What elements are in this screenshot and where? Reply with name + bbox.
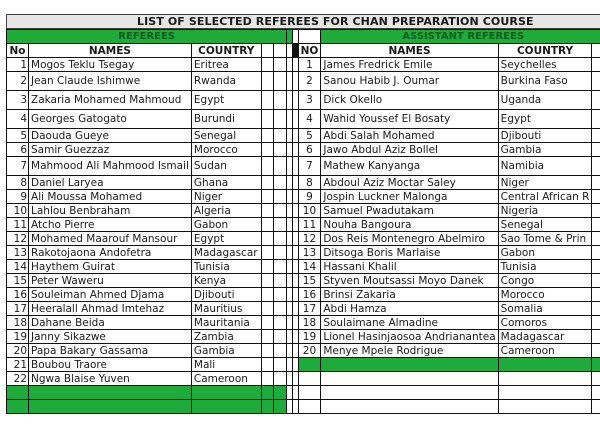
empty-cell	[321, 372, 498, 386]
referee-country: Eritrea	[191, 58, 261, 72]
section-header-row	[7, 30, 600, 44]
empty-cell	[261, 330, 274, 344]
ar-country: Somalia	[498, 302, 592, 316]
header-country: COUNTRY	[191, 44, 261, 58]
green-footer-cell	[191, 386, 261, 400]
table-row	[7, 288, 600, 302]
ar-name: Nouha Bangoura	[321, 218, 498, 232]
referee-country: Egypt	[191, 91, 261, 110]
ar-name: James Fredrick Emile	[321, 58, 498, 72]
referee-country: Burundi	[191, 110, 261, 129]
empty-cell	[592, 316, 600, 330]
table-row	[7, 232, 600, 246]
referee-name: Peter Waweru	[29, 274, 192, 288]
ar-name: Abdoul Aziz Moctar Saley	[321, 176, 498, 190]
empty-cell	[274, 358, 287, 372]
referees-section-label: REFEREES	[7, 30, 287, 44]
referee-country: Sudan	[191, 157, 261, 176]
empty-cell	[274, 110, 287, 129]
ar-country: Tunisia	[498, 260, 592, 274]
referee-country: Tunisia	[191, 260, 261, 274]
empty-cell	[321, 400, 498, 414]
referee-no: 2	[7, 72, 29, 91]
ar-country: Morocco	[498, 288, 592, 302]
empty-cell	[274, 157, 287, 176]
ar-no: 7	[298, 157, 321, 176]
green-footer-cell	[7, 386, 29, 400]
empty-cell	[592, 288, 600, 302]
referee-no: 22	[7, 372, 29, 386]
empty-cell	[592, 344, 600, 358]
spacer-cell	[298, 30, 321, 44]
column-header-row	[7, 44, 600, 58]
table-row	[7, 190, 600, 204]
table-row	[7, 274, 600, 288]
table-row	[7, 129, 600, 143]
table-row	[7, 246, 600, 260]
green-footer-cell	[298, 358, 321, 372]
referee-country: Mauritius	[191, 302, 261, 316]
empty-cell	[261, 232, 274, 246]
empty-cell	[274, 274, 287, 288]
green-footer-cell	[29, 400, 192, 414]
empty-cell	[592, 143, 600, 157]
ar-no: 10	[298, 204, 321, 218]
referee-country: Egypt	[191, 232, 261, 246]
green-footer-cell	[191, 400, 261, 414]
ar-no: 8	[298, 176, 321, 190]
referee-name: Boubou Traore	[29, 358, 192, 372]
empty-cell	[274, 218, 287, 232]
table-row	[7, 344, 600, 358]
empty-cell	[592, 72, 600, 91]
ar-no: 6	[298, 143, 321, 157]
referee-no: 8	[7, 176, 29, 190]
referee-name: Atcho Pierre	[29, 218, 192, 232]
empty-cell	[274, 58, 287, 72]
empty-cell	[592, 372, 600, 386]
empty-cell	[298, 386, 321, 400]
empty-cell	[498, 372, 592, 386]
ar-no: 16	[298, 288, 321, 302]
green-footer-cell	[274, 400, 287, 414]
table-row	[7, 143, 600, 157]
empty-cell	[498, 386, 592, 400]
table-row	[7, 358, 600, 372]
empty-cell	[274, 204, 287, 218]
empty-cell	[592, 58, 600, 72]
ar-no: 11	[298, 218, 321, 232]
referee-no: 3	[7, 91, 29, 110]
referee-no: 13	[7, 246, 29, 260]
empty-cell	[274, 44, 287, 58]
empty-cell	[592, 218, 600, 232]
empty-cell	[261, 44, 274, 58]
ar-name: Brinsi Zakaria	[321, 288, 498, 302]
referee-no: 12	[7, 232, 29, 246]
referee-name: Ngwa Blaise Yuven	[29, 372, 192, 386]
referee-country: Rwanda	[191, 72, 261, 91]
ar-country: Central African R	[498, 190, 592, 204]
ar-no: 3	[298, 91, 321, 110]
empty-cell	[274, 190, 287, 204]
referee-name: Lahlou Benbraham	[29, 204, 192, 218]
ar-no: 17	[298, 302, 321, 316]
ar-country: Cameroon	[498, 344, 592, 358]
green-footer-cell	[261, 386, 274, 400]
ar-no: 9	[298, 190, 321, 204]
empty-cell	[592, 44, 600, 58]
referee-name: Georges Gatogato	[29, 110, 192, 129]
referee-country: Niger	[191, 190, 261, 204]
referee-country: Djibouti	[191, 288, 261, 302]
referee-no: 20	[7, 344, 29, 358]
referee-name: Dahane Beida	[29, 316, 192, 330]
empty-cell	[274, 372, 287, 386]
empty-cell	[592, 386, 600, 400]
ar-country: Burkina Faso	[498, 72, 592, 91]
empty-cell	[592, 274, 600, 288]
referee-country: Mauritania	[191, 316, 261, 330]
ar-country: Senegal	[498, 218, 592, 232]
referee-name: Mohamed Maarouf Mansour	[29, 232, 192, 246]
referee-country: Gabon	[191, 218, 261, 232]
table-row	[7, 386, 600, 400]
page-title: LIST OF SELECTED REFEREES FOR CHAN PREPARATION COURSE	[137, 15, 534, 28]
empty-cell	[592, 232, 600, 246]
empty-cell	[592, 110, 600, 129]
ar-country: Comoros	[498, 316, 592, 330]
ar-country: Namibia	[498, 157, 592, 176]
referee-name: Jean Claude Ishimwe	[29, 72, 192, 91]
empty-cell	[261, 110, 274, 129]
ar-name: Samuel Pwadutakam	[321, 204, 498, 218]
ar-country: Nigeria	[498, 204, 592, 218]
referee-name: Zakaria Mohamed Mahmoud	[29, 91, 192, 110]
referee-name: Samir Guezzaz	[29, 143, 192, 157]
referee-no: 6	[7, 143, 29, 157]
ar-country: Madagascar	[498, 330, 592, 344]
empty-cell	[498, 400, 592, 414]
empty-cell	[261, 372, 274, 386]
empty-cell	[592, 204, 600, 218]
referee-country: Morocco	[191, 143, 261, 157]
referee-no: 14	[7, 260, 29, 274]
ar-country: Gambia	[498, 143, 592, 157]
table-row	[7, 110, 600, 129]
referee-country: Ghana	[191, 176, 261, 190]
referee-name: Ali Moussa Mohamed	[29, 190, 192, 204]
green-footer-cell	[498, 358, 592, 372]
ar-no: 4	[298, 110, 321, 129]
referee-name: Heeralall Ahmad Imtehaz	[29, 302, 192, 316]
referee-country: Cameroon	[191, 372, 261, 386]
ar-name: Jawo Abdul Aziz Bollel	[321, 143, 498, 157]
referee-name: Haythem Guirat	[29, 260, 192, 274]
empty-cell	[592, 330, 600, 344]
referee-no: 9	[7, 190, 29, 204]
table-row	[7, 176, 600, 190]
ar-no: 12	[298, 232, 321, 246]
empty-cell	[274, 232, 287, 246]
empty-cell	[592, 302, 600, 316]
empty-cell	[261, 143, 274, 157]
empty-cell	[261, 91, 274, 110]
ar-name: Wahid Youssef El Bosaty	[321, 110, 498, 129]
referee-no: 1	[7, 58, 29, 72]
ar-country: Egypt	[498, 110, 592, 129]
empty-cell	[592, 190, 600, 204]
empty-cell	[592, 246, 600, 260]
table-row	[7, 372, 600, 386]
empty-cell	[592, 400, 600, 414]
empty-cell	[261, 260, 274, 274]
table-row	[7, 330, 600, 344]
referee-country: Gambia	[191, 344, 261, 358]
empty-cell	[261, 246, 274, 260]
table-row	[7, 58, 600, 72]
ar-name: Sanou Habib J. Oumar	[321, 72, 498, 91]
ar-no: 1	[298, 58, 321, 72]
referee-country: Kenya	[191, 274, 261, 288]
referee-country: Zambia	[191, 330, 261, 344]
ar-no: 5	[298, 129, 321, 143]
empty-cell	[592, 91, 600, 110]
empty-cell	[261, 176, 274, 190]
ar-header-no: NO	[298, 44, 321, 58]
ar-name: Styven Moutsassi Moyo Danek	[321, 274, 498, 288]
table-row	[7, 218, 600, 232]
referee-no: 19	[7, 330, 29, 344]
referee-no: 15	[7, 274, 29, 288]
empty-cell	[274, 246, 287, 260]
table-row	[7, 91, 600, 110]
table-row	[7, 204, 600, 218]
ar-name: Mathew Kanyanga	[321, 157, 498, 176]
ar-no: 18	[298, 316, 321, 330]
ar-no: 2	[298, 72, 321, 91]
referee-no: 11	[7, 218, 29, 232]
ar-name: Ditsoga Boris Marlaise	[321, 246, 498, 260]
ar-country: Niger	[498, 176, 592, 190]
empty-cell	[274, 302, 287, 316]
referee-country: Senegal	[191, 129, 261, 143]
empty-cell	[298, 400, 321, 414]
ar-country: Sao Tome & Prin	[498, 232, 592, 246]
table-row	[7, 316, 600, 330]
empty-cell	[261, 358, 274, 372]
ar-country: Seychelles	[498, 58, 592, 72]
empty-cell	[261, 218, 274, 232]
green-footer-cell	[261, 400, 274, 414]
green-footer-cell	[7, 400, 29, 414]
empty-cell	[274, 143, 287, 157]
referee-name: Daniel Laryea	[29, 176, 192, 190]
empty-cell	[261, 344, 274, 358]
green-footer-cell	[274, 386, 287, 400]
ar-no: 14	[298, 260, 321, 274]
empty-cell	[274, 344, 287, 358]
ar-header-names: NAMES	[321, 44, 498, 58]
ar-name: Abdi Salah Mohamed	[321, 129, 498, 143]
ar-name: Jospin Luckner Malonga	[321, 190, 498, 204]
table-row	[7, 400, 600, 414]
referees-table	[6, 29, 600, 414]
ar-country: Djibouti	[498, 129, 592, 143]
table-row	[7, 260, 600, 274]
ar-name: Dick Okello	[321, 91, 498, 110]
ar-name: Menye Mpele Rodrigue	[321, 344, 498, 358]
ar-name: Lionel Hasinjaosoa Andrianantea	[321, 330, 498, 344]
assistant-section-label: ASSISTANT REFEREES	[321, 30, 600, 44]
ar-no: 19	[298, 330, 321, 344]
ar-no: 20	[298, 344, 321, 358]
ar-name: Soulaimane Almadine	[321, 316, 498, 330]
empty-cell	[274, 330, 287, 344]
empty-cell	[298, 372, 321, 386]
referee-name: Daouda Gueye	[29, 129, 192, 143]
green-footer-cell	[29, 386, 192, 400]
ar-name: Abdi Hamza	[321, 302, 498, 316]
referee-country: Algeria	[191, 204, 261, 218]
empty-cell	[261, 274, 274, 288]
referee-name: Rakotojaona Andofetra	[29, 246, 192, 260]
empty-cell	[321, 386, 498, 400]
empty-cell	[274, 91, 287, 110]
referee-name: Janny Sikazwe	[29, 330, 192, 344]
empty-cell	[592, 260, 600, 274]
empty-cell	[261, 288, 274, 302]
ar-country: Congo	[498, 274, 592, 288]
ar-name: Dos Reis Montenegro Abelmiro	[321, 232, 498, 246]
ar-country: Gabon	[498, 246, 592, 260]
ar-header-country: COUNTRY	[498, 44, 592, 58]
referee-no: 7	[7, 157, 29, 176]
ar-country: Uganda	[498, 91, 592, 110]
empty-cell	[592, 157, 600, 176]
title-bar	[6, 14, 600, 29]
empty-cell	[274, 288, 287, 302]
green-footer-cell	[321, 358, 498, 372]
referee-no: 17	[7, 302, 29, 316]
empty-cell	[274, 260, 287, 274]
table-row	[7, 302, 600, 316]
referee-name: Souleiman Ahmed Djama	[29, 288, 192, 302]
green-footer-cell	[592, 358, 600, 372]
header-no: No	[7, 44, 29, 58]
empty-cell	[261, 129, 274, 143]
referee-no: 18	[7, 316, 29, 330]
empty-cell	[274, 72, 287, 91]
table-row	[7, 157, 600, 176]
empty-cell	[261, 204, 274, 218]
empty-cell	[261, 190, 274, 204]
referee-country: Mali	[191, 358, 261, 372]
empty-cell	[592, 176, 600, 190]
referee-no: 10	[7, 204, 29, 218]
referee-name: Mogos Teklu Tsegay	[29, 58, 192, 72]
table-row	[7, 72, 600, 91]
referee-no: 21	[7, 358, 29, 372]
ar-no: 13	[298, 246, 321, 260]
ar-name: Hassani Khalil	[321, 260, 498, 274]
referee-no: 4	[7, 110, 29, 129]
header-names: NAMES	[29, 44, 192, 58]
referee-no: 5	[7, 129, 29, 143]
referee-name: Mahmood Ali Mahmood Ismail	[29, 157, 192, 176]
referee-country: Madagascar	[191, 246, 261, 260]
referee-grid	[6, 29, 600, 414]
ar-no: 15	[298, 274, 321, 288]
empty-cell	[261, 302, 274, 316]
empty-cell	[274, 176, 287, 190]
empty-cell	[261, 72, 274, 91]
empty-cell	[274, 316, 287, 330]
empty-cell	[261, 316, 274, 330]
empty-cell	[592, 129, 600, 143]
empty-cell	[261, 58, 274, 72]
empty-cell	[261, 157, 274, 176]
referee-no: 16	[7, 288, 29, 302]
referee-name: Papa Bakary Gassama	[29, 344, 192, 358]
empty-cell	[274, 129, 287, 143]
